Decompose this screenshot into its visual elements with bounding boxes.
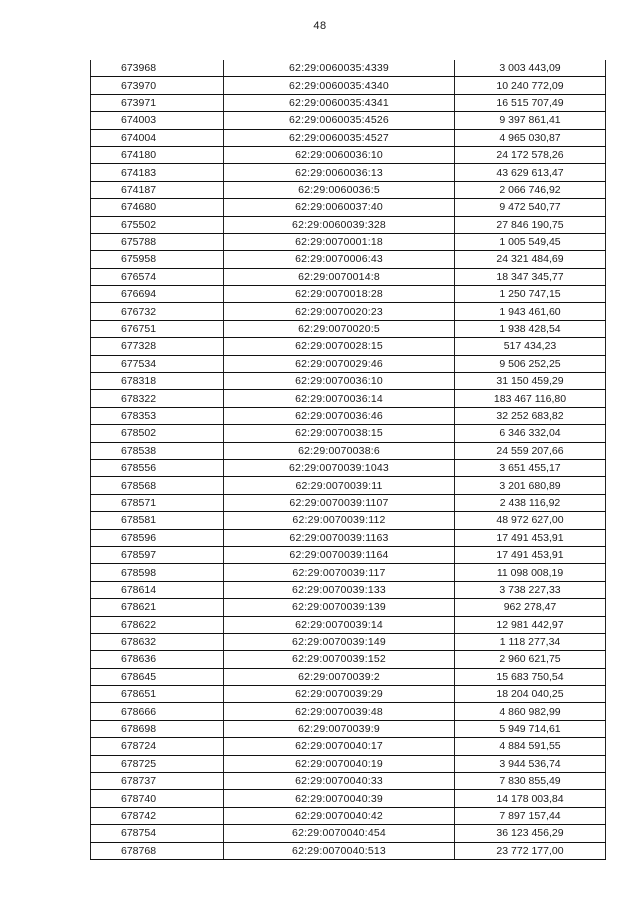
table-row [91, 355, 606, 372]
cadastral-number-cell: 62:29:0070036:46 [224, 407, 455, 424]
cadastral-number-cell: 62:29:0070028:15 [224, 338, 455, 355]
table-row [91, 268, 606, 285]
cadastral-number-cell: 62:29:0060036:13 [224, 164, 455, 181]
cadastral-number-cell: 62:29:0070020:5 [224, 320, 455, 337]
cadastral-number-cell: 62:29:0060036:10 [224, 146, 455, 163]
cadastral-number-cell: 62:29:0070029:46 [224, 355, 455, 372]
cadastral-value-cell: 962 278,47 [455, 599, 606, 616]
table-row [91, 581, 606, 598]
row-number-cell: 678636 [91, 651, 224, 668]
cadastral-number-cell: 62:29:0070039:1107 [224, 494, 455, 511]
table-row [91, 633, 606, 650]
row-number-cell: 678596 [91, 529, 224, 546]
cadastral-number-cell: 62:29:0070040:42 [224, 807, 455, 824]
table-row [91, 146, 606, 163]
row-number-cell: 678737 [91, 773, 224, 790]
row-number-cell: 678318 [91, 373, 224, 390]
table-row [91, 442, 606, 459]
cadastral-value-cell: 1 005 549,45 [455, 233, 606, 250]
cadastral-number-cell: 62:29:0060035:4526 [224, 112, 455, 129]
cadastral-number-cell: 62:29:0070040:454 [224, 825, 455, 842]
cadastral-value-cell: 3 201 680,89 [455, 477, 606, 494]
cadastral-number-cell: 62:29:0070039:11 [224, 477, 455, 494]
table-row [91, 338, 606, 355]
cadastral-number-cell: 62:29:0070039:152 [224, 651, 455, 668]
table-row [91, 564, 606, 581]
cadastral-number-cell: 62:29:0070039:139 [224, 599, 455, 616]
cadastral-number-cell: 62:29:0070006:43 [224, 251, 455, 268]
table-row [91, 720, 606, 737]
table-row [91, 616, 606, 633]
cadastral-number-cell: 62:29:0060035:4339 [224, 60, 455, 77]
row-number-cell: 678666 [91, 703, 224, 720]
table-row [91, 112, 606, 129]
table-row [91, 286, 606, 303]
cadastral-value-cell: 27 846 190,75 [455, 216, 606, 233]
row-number-cell: 678571 [91, 494, 224, 511]
table-row [91, 425, 606, 442]
row-number-cell: 678651 [91, 686, 224, 703]
cadastral-value-cell: 14 178 003,84 [455, 790, 606, 807]
row-number-cell: 678353 [91, 407, 224, 424]
cadastral-number-cell: 62:29:0070038:6 [224, 442, 455, 459]
cadastral-value-cell: 3 738 227,33 [455, 581, 606, 598]
table-row [91, 459, 606, 476]
row-number-cell: 674004 [91, 129, 224, 146]
cadastral-number-cell: 62:29:0070036:14 [224, 390, 455, 407]
cadastral-value-cell: 17 491 453,91 [455, 529, 606, 546]
cadastral-value-cell: 1 938 428,54 [455, 320, 606, 337]
table-row [91, 373, 606, 390]
table-row [91, 233, 606, 250]
page-number: 48 [313, 20, 327, 32]
table-row [91, 216, 606, 233]
row-number-cell: 678754 [91, 825, 224, 842]
row-number-cell: 678632 [91, 633, 224, 650]
table-row [91, 129, 606, 146]
cadastral-number-cell: 62:29:0070039:1163 [224, 529, 455, 546]
table-body [91, 60, 606, 859]
row-number-cell: 675502 [91, 216, 224, 233]
row-number-cell: 678598 [91, 564, 224, 581]
cadastral-value-cell: 9 472 540,77 [455, 199, 606, 216]
cadastral-value-cell: 36 123 456,29 [455, 825, 606, 842]
cadastral-value-cell: 16 515 707,49 [455, 94, 606, 111]
cadastral-value-cell: 3 651 455,17 [455, 459, 606, 476]
table-row [91, 303, 606, 320]
table-row [91, 755, 606, 772]
row-number-cell: 678556 [91, 459, 224, 476]
cadastral-value-cell: 31 150 459,29 [455, 373, 606, 390]
cadastral-number-cell: 62:29:0070014:8 [224, 268, 455, 285]
cadastral-value-cell: 7 830 855,49 [455, 773, 606, 790]
row-number-cell: 674180 [91, 146, 224, 163]
row-number-cell: 677328 [91, 338, 224, 355]
cadastral-value-cell: 15 683 750,54 [455, 668, 606, 685]
row-number-cell: 678740 [91, 790, 224, 807]
cadastral-value-cell: 24 172 578,26 [455, 146, 606, 163]
cadastral-number-cell: 62:29:0070039:2 [224, 668, 455, 685]
cadastral-value-table [90, 60, 606, 860]
table-row [91, 599, 606, 616]
row-number-cell: 678597 [91, 546, 224, 563]
row-number-cell: 678742 [91, 807, 224, 824]
row-number-cell: 678502 [91, 425, 224, 442]
table-row [91, 94, 606, 111]
row-number-cell: 674003 [91, 112, 224, 129]
cadastral-value-cell: 4 884 591,55 [455, 738, 606, 755]
table-row [91, 686, 606, 703]
table-row [91, 790, 606, 807]
cadastral-number-cell: 62:29:0070039:133 [224, 581, 455, 598]
table-row [91, 529, 606, 546]
row-number-cell: 678768 [91, 842, 224, 859]
cadastral-value-cell: 3 944 536,74 [455, 755, 606, 772]
cadastral-number-cell: 62:29:0070039:9 [224, 720, 455, 737]
cadastral-number-cell: 62:29:0070040:17 [224, 738, 455, 755]
cadastral-number-cell: 62:29:0070001:18 [224, 233, 455, 250]
cadastral-number-cell: 62:29:0070039:1164 [224, 546, 455, 563]
row-number-cell: 678622 [91, 616, 224, 633]
table-row [91, 807, 606, 824]
row-number-cell: 676694 [91, 286, 224, 303]
cadastral-number-cell: 62:29:0060039:328 [224, 216, 455, 233]
table-row [91, 773, 606, 790]
cadastral-value-cell: 10 240 772,09 [455, 77, 606, 94]
cadastral-value-cell: 43 629 613,47 [455, 164, 606, 181]
row-number-cell: 674680 [91, 199, 224, 216]
cadastral-number-cell: 62:29:0060035:4341 [224, 94, 455, 111]
cadastral-number-cell: 62:29:0060037:40 [224, 199, 455, 216]
cadastral-number-cell: 62:29:0060035:4340 [224, 77, 455, 94]
table-row [91, 494, 606, 511]
cadastral-value-cell: 48 972 627,00 [455, 512, 606, 529]
cadastral-value-cell: 18 204 040,25 [455, 686, 606, 703]
cadastral-number-cell: 62:29:0070038:15 [224, 425, 455, 442]
row-number-cell: 676751 [91, 320, 224, 337]
cadastral-number-cell: 62:29:0060036:5 [224, 181, 455, 198]
table-row [91, 842, 606, 859]
row-number-cell: 678621 [91, 599, 224, 616]
cadastral-value-cell: 1 250 747,15 [455, 286, 606, 303]
cadastral-number-cell: 62:29:0070039:48 [224, 703, 455, 720]
cadastral-number-cell: 62:29:0070040:513 [224, 842, 455, 859]
row-number-cell: 673970 [91, 77, 224, 94]
row-number-cell: 678645 [91, 668, 224, 685]
cadastral-number-cell: 62:29:0070040:33 [224, 773, 455, 790]
table-row [91, 199, 606, 216]
cadastral-value-cell: 9 506 252,25 [455, 355, 606, 372]
cadastral-value-cell: 17 491 453,91 [455, 546, 606, 563]
cadastral-value-cell: 18 347 345,77 [455, 268, 606, 285]
cadastral-number-cell: 62:29:0070039:112 [224, 512, 455, 529]
table-row [91, 512, 606, 529]
table-row [91, 477, 606, 494]
cadastral-value-cell: 183 467 116,80 [455, 390, 606, 407]
cadastral-number-cell: 62:29:0070040:19 [224, 755, 455, 772]
cadastral-value-cell: 1 943 461,60 [455, 303, 606, 320]
row-number-cell: 674187 [91, 181, 224, 198]
cadastral-number-cell: 62:29:0070039:149 [224, 633, 455, 650]
row-number-cell: 675958 [91, 251, 224, 268]
table-row [91, 825, 606, 842]
row-number-cell: 675788 [91, 233, 224, 250]
table-row [91, 651, 606, 668]
row-number-cell: 673971 [91, 94, 224, 111]
cadastral-value-cell: 24 321 484,69 [455, 251, 606, 268]
cadastral-value-cell: 11 098 008,19 [455, 564, 606, 581]
cadastral-value-cell: 2 960 621,75 [455, 651, 606, 668]
table-row [91, 320, 606, 337]
table-row [91, 77, 606, 94]
cadastral-value-cell: 517 434,23 [455, 338, 606, 355]
cadastral-number-cell: 62:29:0070039:117 [224, 564, 455, 581]
row-number-cell: 678725 [91, 755, 224, 772]
cadastral-number-cell: 62:29:0070036:10 [224, 373, 455, 390]
cadastral-number-cell: 62:29:0070018:28 [224, 286, 455, 303]
cadastral-number-cell: 62:29:0070040:39 [224, 790, 455, 807]
cadastral-value-cell: 1 118 277,34 [455, 633, 606, 650]
row-number-cell: 676574 [91, 268, 224, 285]
cadastral-value-cell: 2 438 116,92 [455, 494, 606, 511]
cadastral-number-cell: 62:29:0070020:23 [224, 303, 455, 320]
row-number-cell: 678322 [91, 390, 224, 407]
cadastral-number-cell: 62:29:0070039:1043 [224, 459, 455, 476]
table-row [91, 390, 606, 407]
cadastral-value-cell: 24 559 207,66 [455, 442, 606, 459]
table-row [91, 668, 606, 685]
cadastral-value-cell: 9 397 861,41 [455, 112, 606, 129]
row-number-cell: 677534 [91, 355, 224, 372]
cadastral-value-cell: 12 981 442,97 [455, 616, 606, 633]
table-row [91, 738, 606, 755]
cadastral-number-cell: 62:29:0060035:4527 [224, 129, 455, 146]
row-number-cell: 674183 [91, 164, 224, 181]
cadastral-value-cell: 23 772 177,00 [455, 842, 606, 859]
cadastral-number-cell: 62:29:0070039:29 [224, 686, 455, 703]
row-number-cell: 678568 [91, 477, 224, 494]
table-row [91, 60, 606, 77]
cadastral-value-cell: 32 252 683,82 [455, 407, 606, 424]
row-number-cell: 673968 [91, 60, 224, 77]
cadastral-value-cell: 6 346 332,04 [455, 425, 606, 442]
row-number-cell: 678724 [91, 738, 224, 755]
cadastral-value-cell: 4 965 030,87 [455, 129, 606, 146]
row-number-cell: 676732 [91, 303, 224, 320]
cadastral-value-cell: 3 003 443,09 [455, 60, 606, 77]
table-row [91, 164, 606, 181]
row-number-cell: 678614 [91, 581, 224, 598]
table-row [91, 546, 606, 563]
cadastral-value-cell: 2 066 746,92 [455, 181, 606, 198]
row-number-cell: 678581 [91, 512, 224, 529]
table-row [91, 181, 606, 198]
row-number-cell: 678538 [91, 442, 224, 459]
cadastral-value-cell: 5 949 714,61 [455, 720, 606, 737]
cadastral-value-cell: 4 860 982,99 [455, 703, 606, 720]
row-number-cell: 678698 [91, 720, 224, 737]
cadastral-value-cell: 7 897 157,44 [455, 807, 606, 824]
table-row [91, 407, 606, 424]
cadastral-number-cell: 62:29:0070039:14 [224, 616, 455, 633]
table-row [91, 703, 606, 720]
table-row [91, 251, 606, 268]
